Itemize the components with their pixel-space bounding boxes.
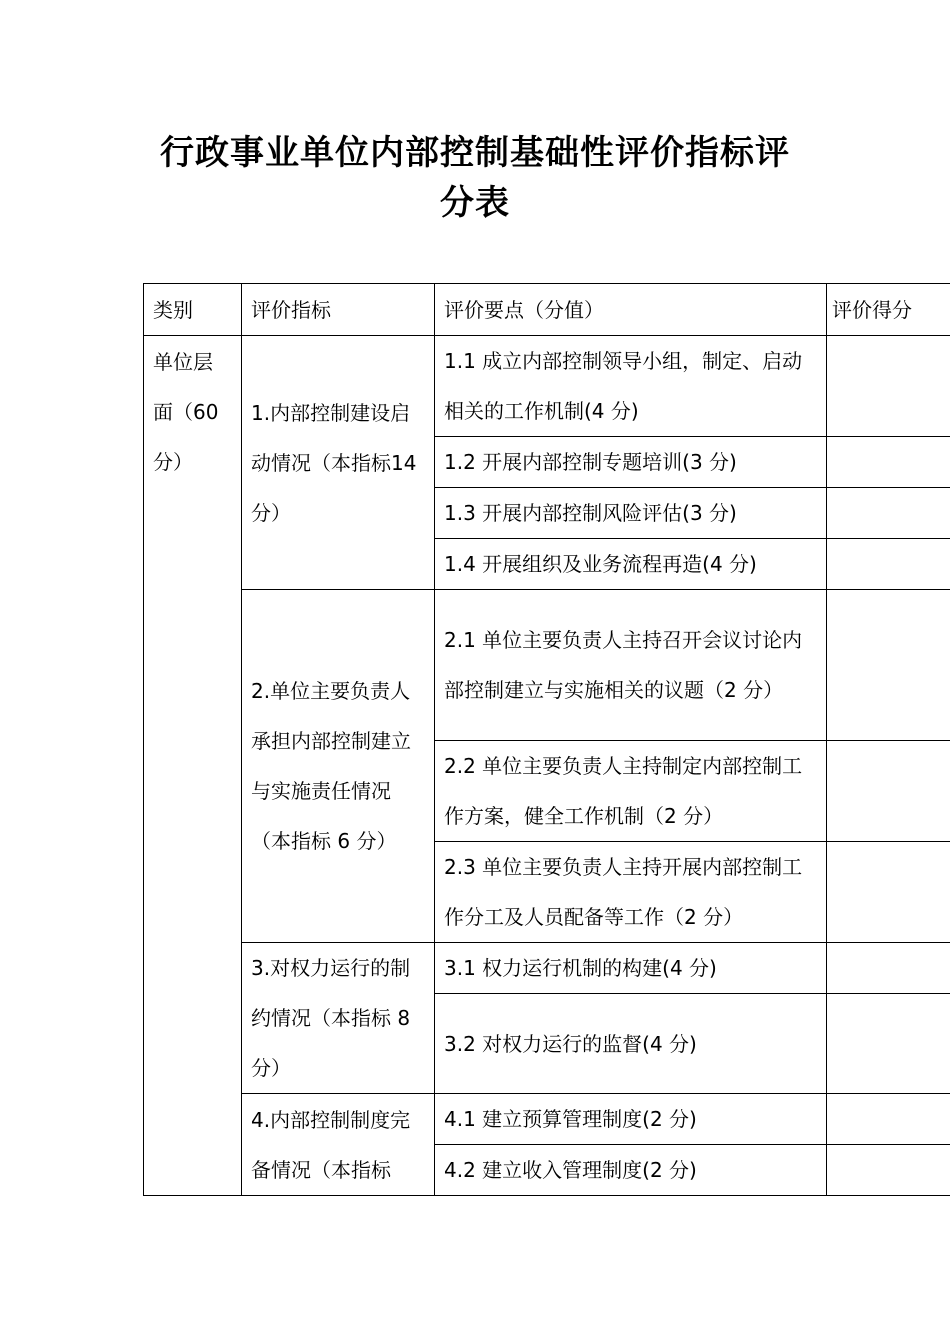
score-input-cell[interactable] [827,590,950,741]
point-cell: 2.3 单位主要负责人主持开展内部控制工作分工及人员配备等工作（2 分） [435,842,827,943]
score-input-cell[interactable] [827,943,950,994]
title-line-1: 行政事业单位内部控制基础性评价指标评 [160,133,790,173]
indicator-cell: 2.单位主要负责人承担内部控制建立与实施责任情况（本指标 6 分） [242,590,435,943]
point-cell: 4.2 建立收入管理制度(2 分) [435,1145,827,1196]
point-cell: 1.3 开展内部控制风险评估(3 分) [435,488,827,539]
score-input-cell[interactable] [827,994,950,1094]
point-cell: 3.1 权力运行机制的构建(4 分) [435,943,827,994]
score-input-cell[interactable] [827,1145,950,1196]
table-row [144,943,950,994]
indicator-cell: 1.内部控制建设启动情况（本指标14分） [242,336,435,590]
table-row [144,1094,950,1145]
table-row [144,336,950,437]
header-row [144,284,950,336]
point-cell: 2.2 单位主要负责人主持制定内部控制工作方案，健全工作机制（2 分） [435,741,827,842]
indicator-cell: 3.对权力运行的制约情况（本指标 8 分） [242,943,435,1094]
score-input-cell[interactable] [827,842,950,943]
title-line-2: 分表 [440,183,510,223]
header-points: 评价要点（分值） [435,284,827,336]
header-category: 类别 [144,284,242,336]
point-cell: 1.1 成立内部控制领导小组，制定、启动相关的工作机制(4 分) [435,336,827,437]
point-cell: 1.4 开展组织及业务流程再造(4 分) [435,539,827,590]
evaluation-table [143,283,950,1196]
point-cell: 2.1 单位主要负责人主持召开会议讨论内部控制建立与实施相关的议题（2 分） [435,590,827,741]
score-input-cell[interactable] [827,539,950,590]
point-cell: 1.2 开展内部控制专题培训(3 分) [435,437,827,488]
table-row [144,590,950,741]
score-input-cell[interactable] [827,488,950,539]
indicator-cell: 4.内部控制制度完备情况（本指标 [242,1094,435,1196]
category-cell: 单位层面（60分） [144,336,242,1196]
header-score: 评价得分 [827,284,950,336]
document-title [150,128,800,228]
score-input-cell[interactable] [827,1094,950,1145]
score-input-cell[interactable] [827,437,950,488]
point-cell: 4.1 建立预算管理制度(2 分) [435,1094,827,1145]
header-indicator: 评价指标 [242,284,435,336]
score-input-cell[interactable] [827,336,950,437]
score-input-cell[interactable] [827,741,950,842]
point-cell: 3.2 对权力运行的监督(4 分) [435,994,827,1094]
